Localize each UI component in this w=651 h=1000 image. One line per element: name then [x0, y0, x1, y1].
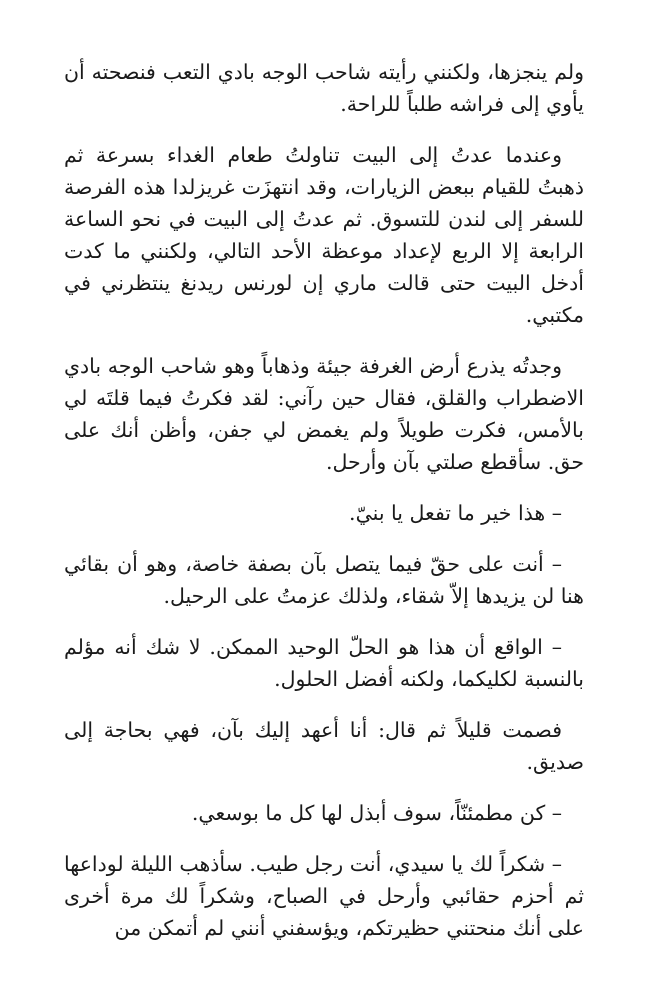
dialogue-line-2: – أنت على حقّ فيما يتصل بآن بصفة خاصة، وهو أن بقائي هنا لن يزيدها إلاّ شقاء، ولذلك عزمتُ على الرحيل. [64, 552, 584, 608]
paragraph-1: ولم ينجزها، ولكنني رأيته شاحب الوجه بادي التعب فنصحته أن يأوي إلى فراشه طلباً للراحة. [64, 60, 584, 116]
page-text [64, 56, 584, 963]
paragraph-3: وجدتُه يذرع أرض الغرفة جيئة وذهاباً وهو شاحب الوجه بادي الاضطراب والقلق، فقال حين رآني: لقد فكرتُ فيما قلتَه لي بالأمس، فكرت طويلاً ولم يغمض لي جفن، وأظن أنك على حق. سأقطع صلتي بآن وأرحل. [64, 354, 584, 474]
paragraph-2: وعندما عدتُ إلى البيت تناولتُ طعام الغداء بسرعة ثم ذهبتُ للقيام ببعض الزيارات، وقد انتهزَت غريزلدا هذه الفرصة للسفر إلى لندن للتسوق. ثم عدتُ إلى البيت في نحو الساعة الرابعة إلا الربع لإعداد موعظة الأحد التالي، ولكنني ما كدت أدخل البيت حتى قالت ماري إن لورنس ريدنغ ينتظرني في مكتبي. [64, 143, 584, 327]
dialogue-line-3: – الواقع أن هذا هو الحلّ الوحيد الممكن. لا شك أنه مؤلم بالنسبة لكليكما، ولكنه أفضل الحلول. [64, 635, 584, 691]
paragraph-4: فصمت قليلاً ثم قال: أنا أعهد إليك بآن، فهي بحاجة إلى صديق. [64, 718, 584, 774]
dialogue-line-5: – شكراً لك يا سيدي، أنت رجل طيب. سأذهب الليلة لوداعها ثم أحزم حقائبي وأرحل في الصباح، وشكراً لك مرة أخرى على أنك منحتني حظيرتكم، ويؤسفني أنني لم أتمكن من [64, 852, 584, 940]
dialogue-line-4: – كن مطمئنّاً، سوف أبذل لها كل ما بوسعي. [191, 801, 562, 825]
dialogue-line-1: – هذا خير ما تفعل يا بنيّ. [349, 501, 562, 525]
